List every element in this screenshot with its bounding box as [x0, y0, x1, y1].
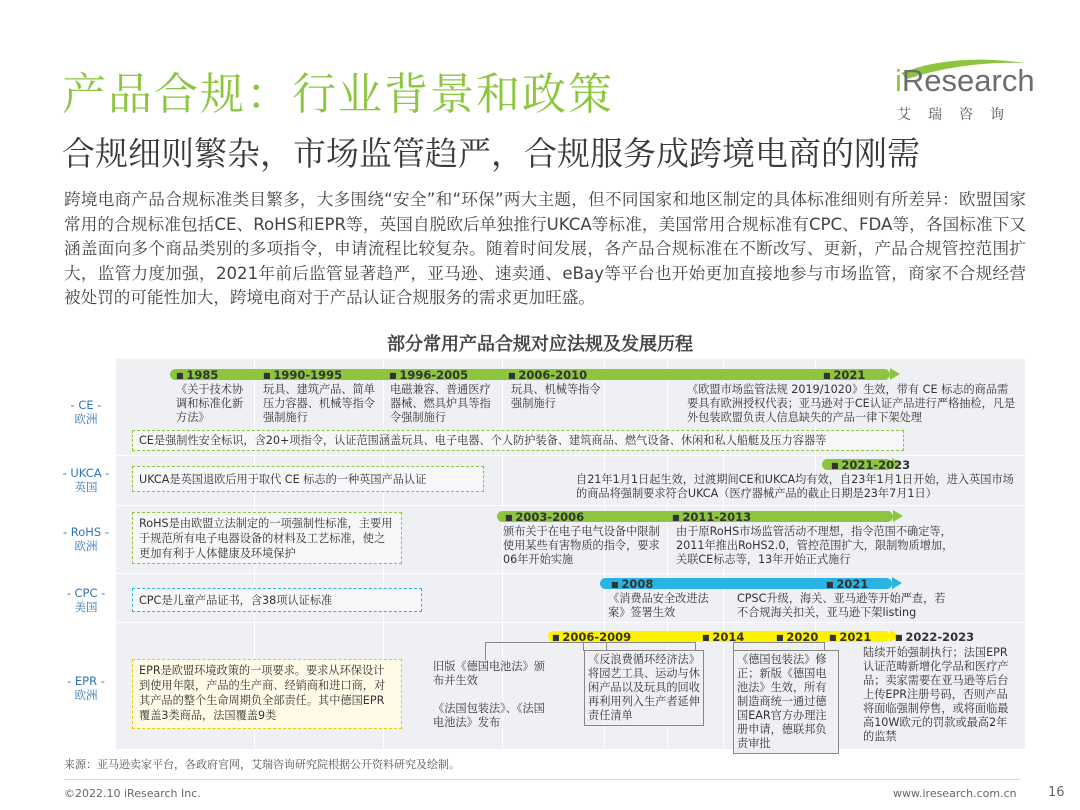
row-code: - UKCA -: [62, 466, 110, 480]
epr-text-2014: 《反浪费循环经济法》将园艺工具、运动与休闲产品以及玩具的回收再利用列入生产者延伸责任清单: [584, 650, 704, 726]
rohs-definition-box: RoHS是由欧盟立法制定的一项强制性标准，主要用于规范所有电子电器设备的材料及工艺标准，使之更加有利于人体健康及环境保护: [132, 512, 402, 564]
ce-text-2006: 玩具、机械等指令强制施行: [511, 383, 601, 410]
row-label-ukca: [56, 466, 116, 494]
ce-year-2021: ■ 2021: [823, 369, 865, 382]
row-region: 英国: [74, 480, 98, 494]
row-region: 欧洲: [74, 412, 98, 426]
grid-line: [116, 622, 1025, 623]
ukca-definition-box: UKCA是英国退欧后用于取代 CE 标志的一种英国产品认证: [132, 466, 484, 492]
ce-text-1990: 玩具、建筑产品、简单压力容器、机械等指令强制施行: [263, 383, 375, 424]
cpc-text-2008: 《消费品安全改进法案》签署生效: [608, 592, 709, 619]
row-label-ce: [56, 398, 116, 426]
row-label-rohs: [56, 525, 116, 553]
ce-year-1985: ■ 1985: [176, 369, 218, 382]
epr-text-2006a: 旧版《德国电池法》颁布并生效: [433, 660, 545, 687]
epr-connector: [485, 650, 486, 660]
copyright: ©2022.10 iResearch Inc.: [64, 787, 201, 800]
epr-year-2006: ■ 2006-2009: [552, 631, 631, 644]
ce-definition-box: CE是强制性安全标识，含20+项指令，认证范围涵盖玩具、电子电器、个人防护装备、建筑商品、燃气设备、休闲和私人船艇及压力容器等: [132, 430, 904, 451]
epr-year-2020: ■ 2020: [776, 631, 818, 644]
page-subtitle: 合规细则繁杂，市场监管趋严，合规服务成跨境电商的刚需: [62, 134, 920, 173]
ukca-text-2021: 自21年1月1日起生效，过渡期间CE和UKCA均有效，自23年1月1日开始，进入英国市场的商品将强制要求符合UKCA（医疗器械产品的截止日期是23年7月1日）: [576, 473, 1014, 500]
page-number: 16: [1048, 785, 1065, 800]
rohs-text-2011: 由于原RoHS市场监管活动不理想，指令范围不确定等，2011年推出RoHS2.0，管控范围扩大，限制物质增加，关联CE标志等，13年开始正式施行: [676, 525, 954, 566]
rohs-timeline-arrow: [893, 510, 903, 522]
ukca-year-2021: ■ 2021-2023: [831, 459, 910, 472]
epr-definition-box: EPR是欧盟环境政策的一项要求。要求从环保设计到使用年限，产品的生产商、经销商和进口商，对其产品的整个生命周期负全部责任。其中德国EPR覆盖3类商品，法国覆盖9类: [132, 659, 402, 729]
row-region: 欧洲: [74, 539, 98, 553]
logo-prefix: i: [895, 63, 902, 98]
grid-line: [116, 573, 1025, 574]
row-code: - EPR -: [67, 674, 105, 688]
cpc-year-2008: ■ 2008: [611, 578, 653, 591]
ce-text-1996: 电磁兼容、普通医疗器械、燃具炉具等指令强制施行: [390, 383, 491, 424]
ce-timeline-arrow: [890, 368, 900, 380]
epr-text-2020: 《德国包装法》修正；新版《德国电池法》生效，所有制造商统一通过德国EAR官方办理注册申请，德联邦负责审批: [733, 650, 839, 754]
ce-text-2021: 《欧盟市场监管法规 2019/1020》生效，带有 CE 标志的商品需要具有欧洲授权代表；亚马逊对于CE认证产品进行严格抽检，凡是外包装欧盟负责人信息缺失的产品一律下架处理: [687, 383, 1016, 424]
row-region: 美国: [74, 600, 98, 614]
row-code: - RoHS -: [62, 525, 110, 539]
chart-title: 部分常用产品合规对应法规及发展历程: [387, 334, 693, 355]
rohs-text-2003: 颁布关于在电子电气设备中限制使用某些有害物质的指令，要求06年开始实施: [503, 525, 660, 566]
cpc-year-2021: ■ 2021: [826, 578, 868, 591]
footer-divider: [64, 779, 1020, 780]
intro-paragraph: 跨境电商产品合规标准类目繁多，大多围绕“安全”和“环保”两大主题，但不同国家和地区制定的具体标准细则有所差异：欧盟国家常用的合规标准包括CE、RoHS和EPR等，英国自脱欧后单独推行UKCA等标准，美国常用合规标准有CPC、FDA等，各国标准下又涵盖面向多个商品类别的多项指令，申请流程比较复杂。随着时间发展，各产品合规标准在不断改写、更新，产品合规管控范围扩大，监管力度加强，2021年前后监管显著趋严，亚马逊、速卖通、eBay等平台也开始更加直接地参与市场监管，商家不合规经营被处罚的可能性加大，跨境电商对于产品认证合规服务的需求更加旺盛。: [64, 190, 1026, 307]
epr-text-2022: 陆续开始强制执行；法国EPR认证范畴新增化学品和医疗产品；卖家需要在亚马逊等后台上传EPR注册号码，否则产品将面临强制停售，或将面临最高10W欧元的罚款或最高2年的监禁: [863, 646, 1009, 743]
epr-year-2021: ■ 2021: [829, 631, 871, 644]
ce-text-1985: 《关于技术协调和标准化新方法》: [176, 383, 244, 424]
logo-name: Research: [901, 63, 1035, 98]
row-region: 欧洲: [74, 688, 98, 702]
row-code: - CPC -: [66, 586, 106, 600]
cpc-text-2021: CPSC升级，海关、亚马逊等开始严查，若不合规海关扣关，亚马逊下架listing: [737, 592, 946, 619]
grid-line: [116, 505, 1025, 506]
iresearch-logo: [893, 57, 1033, 123]
rohs-year-2003: ■ 2003-2006: [505, 511, 584, 524]
page-title: 产品合规：行业背景和政策: [62, 69, 614, 120]
logo-wordmark: [895, 63, 1035, 99]
logo-chinese: 艾瑞咨询: [897, 107, 1021, 123]
rohs-year-2011: ■ 2011-2013: [672, 511, 751, 524]
ce-year-2006: ■ 2006-2010: [508, 369, 587, 382]
cpc-timeline-arrow: [892, 577, 902, 589]
epr-text-2006b: 《法国包装法》、《法国电池法》发布: [433, 702, 545, 729]
ce-year-1990: ■ 1990-1995: [263, 369, 342, 382]
row-code: - CE -: [70, 398, 102, 412]
ce-year-1996: ■ 1996-2005: [389, 369, 468, 382]
website-link[interactable]: www.iresearch.com.cn: [893, 787, 1017, 800]
epr-year-2022: ■ 2022-2023: [895, 631, 974, 644]
epr-year-2014: ■ 2014: [702, 631, 744, 644]
row-label-cpc: [56, 586, 116, 614]
source-note: 来源：亚马逊卖家平台，各政府官网，艾瑞咨询研究院根据公开资料研究及绘制。: [64, 758, 460, 771]
row-label-epr: [56, 674, 116, 702]
cpc-definition-box: CPC是儿童产品证书，含38项认证标准: [132, 588, 422, 612]
grid-line: [116, 455, 1025, 456]
